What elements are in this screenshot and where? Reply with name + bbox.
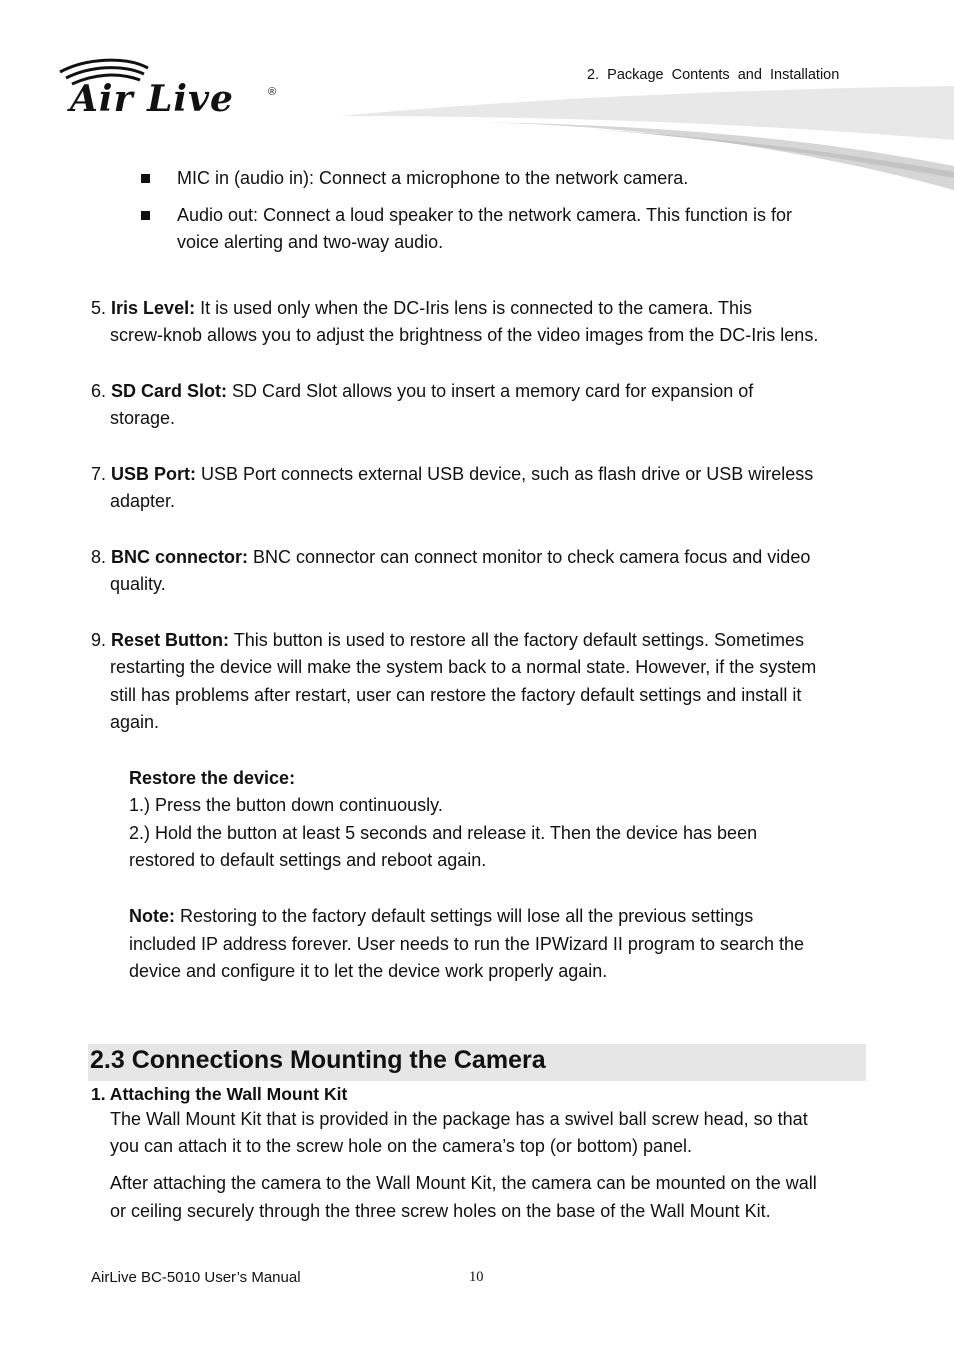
item-text: SD Card Slot allows you to insert a memory card for expansion of	[227, 381, 754, 401]
bullet-audio-out-line2: voice alerting and two-way audio.	[177, 232, 444, 252]
note-line3: device and configure it to let the device work properly again.	[129, 961, 608, 981]
item-iris-level-line2: screw-knob allows you to adjust the brightness of the video images from the DC-Iris lens.	[110, 325, 819, 345]
note-text: Restoring to the factory default settings will lose all the previous settings	[175, 906, 754, 926]
item-text: USB Port connects external USB device, such as flash drive or USB wireless	[196, 464, 814, 484]
item-label: SD Card Slot:	[111, 381, 228, 401]
item-label: BNC connector:	[111, 547, 249, 567]
section-title: 2.3 Connections Mounting the Camera	[90, 1046, 546, 1074]
section-subheading: 1. Attaching the Wall Mount Kit	[91, 1084, 348, 1104]
restore-title: Restore the device:	[129, 768, 296, 788]
section-paragraph1-line1: The Wall Mount Kit that is provided in the package has a swivel ball screw head, so that	[110, 1109, 808, 1129]
section-paragraph2-line1: After attaching the camera to the Wall Mount Kit, the camera can be mounted on the wall	[110, 1173, 817, 1193]
item-text: BNC connector can connect monitor to check camera focus and video	[248, 547, 811, 567]
logo-wordmark: Air Live	[70, 78, 234, 120]
item-sd-card-slot-line2: storage.	[110, 408, 176, 428]
note-label: Note:	[129, 906, 175, 926]
item-usb-port-line2: adapter.	[110, 491, 176, 511]
item-reset-button-line4: again.	[110, 712, 160, 732]
item-number: 6.	[91, 381, 107, 401]
item-sd-card-slot	[91, 378, 753, 406]
registered-mark: ®	[268, 86, 277, 98]
header-section-label: 2. Package Contents and Installation	[587, 67, 840, 83]
item-reset-button-line3: still has problems after restart, user can restore the factory default settings and install it	[110, 685, 802, 705]
item-iris-level	[91, 295, 752, 323]
bullet-square-icon	[141, 211, 150, 220]
item-text: It is used only when the DC-Iris lens is connected to the camera. This	[195, 298, 753, 318]
section-paragraph1-line2: you can attach it to the screw hole on the camera’s top (or bottom) panel.	[110, 1136, 692, 1156]
item-label: Iris Level:	[111, 298, 196, 318]
item-number: 8.	[91, 547, 107, 567]
restore-step2-line1: 2.) Hold the button at least 5 seconds and release it. Then the device has been	[129, 823, 758, 843]
restore-step2-line2: restored to default settings and reboot again.	[129, 850, 487, 870]
item-label: USB Port:	[111, 464, 197, 484]
item-number: 9.	[91, 630, 107, 650]
item-text: This button is used to restore all the factory default settings. Sometimes	[229, 630, 804, 650]
bullet-mic-in: MIC in (audio in): Connect a microphone to the network camera.	[177, 168, 689, 188]
item-usb-port	[91, 461, 813, 489]
bullet-audio-out-line1: Audio out: Connect a loud speaker to the network camera. This function is for	[177, 205, 793, 225]
airlive-logo	[56, 58, 286, 122]
footer-page-number: 10	[469, 1269, 484, 1285]
item-reset-button-line2: restarting the device will make the system back to a normal state. However, if the system	[110, 657, 817, 677]
item-number: 5.	[91, 298, 107, 318]
bullet-square-icon	[141, 174, 150, 183]
item-number: 7.	[91, 464, 107, 484]
footer-manual-title: AirLive BC-5010 User’s Manual	[91, 1269, 301, 1286]
section-paragraph2-line2: or ceiling securely through the three screw holes on the base of the Wall Mount Kit.	[110, 1201, 771, 1221]
item-reset-button	[91, 627, 804, 655]
note-line1	[129, 903, 753, 931]
item-label: Reset Button:	[111, 630, 230, 650]
note-line2: included IP address forever. User needs to run the IPWizard II program to search the	[129, 934, 805, 954]
restore-step1: 1.) Press the button down continuously.	[129, 795, 443, 815]
item-bnc-connector-line2: quality.	[110, 574, 166, 594]
item-bnc-connector	[91, 544, 810, 572]
